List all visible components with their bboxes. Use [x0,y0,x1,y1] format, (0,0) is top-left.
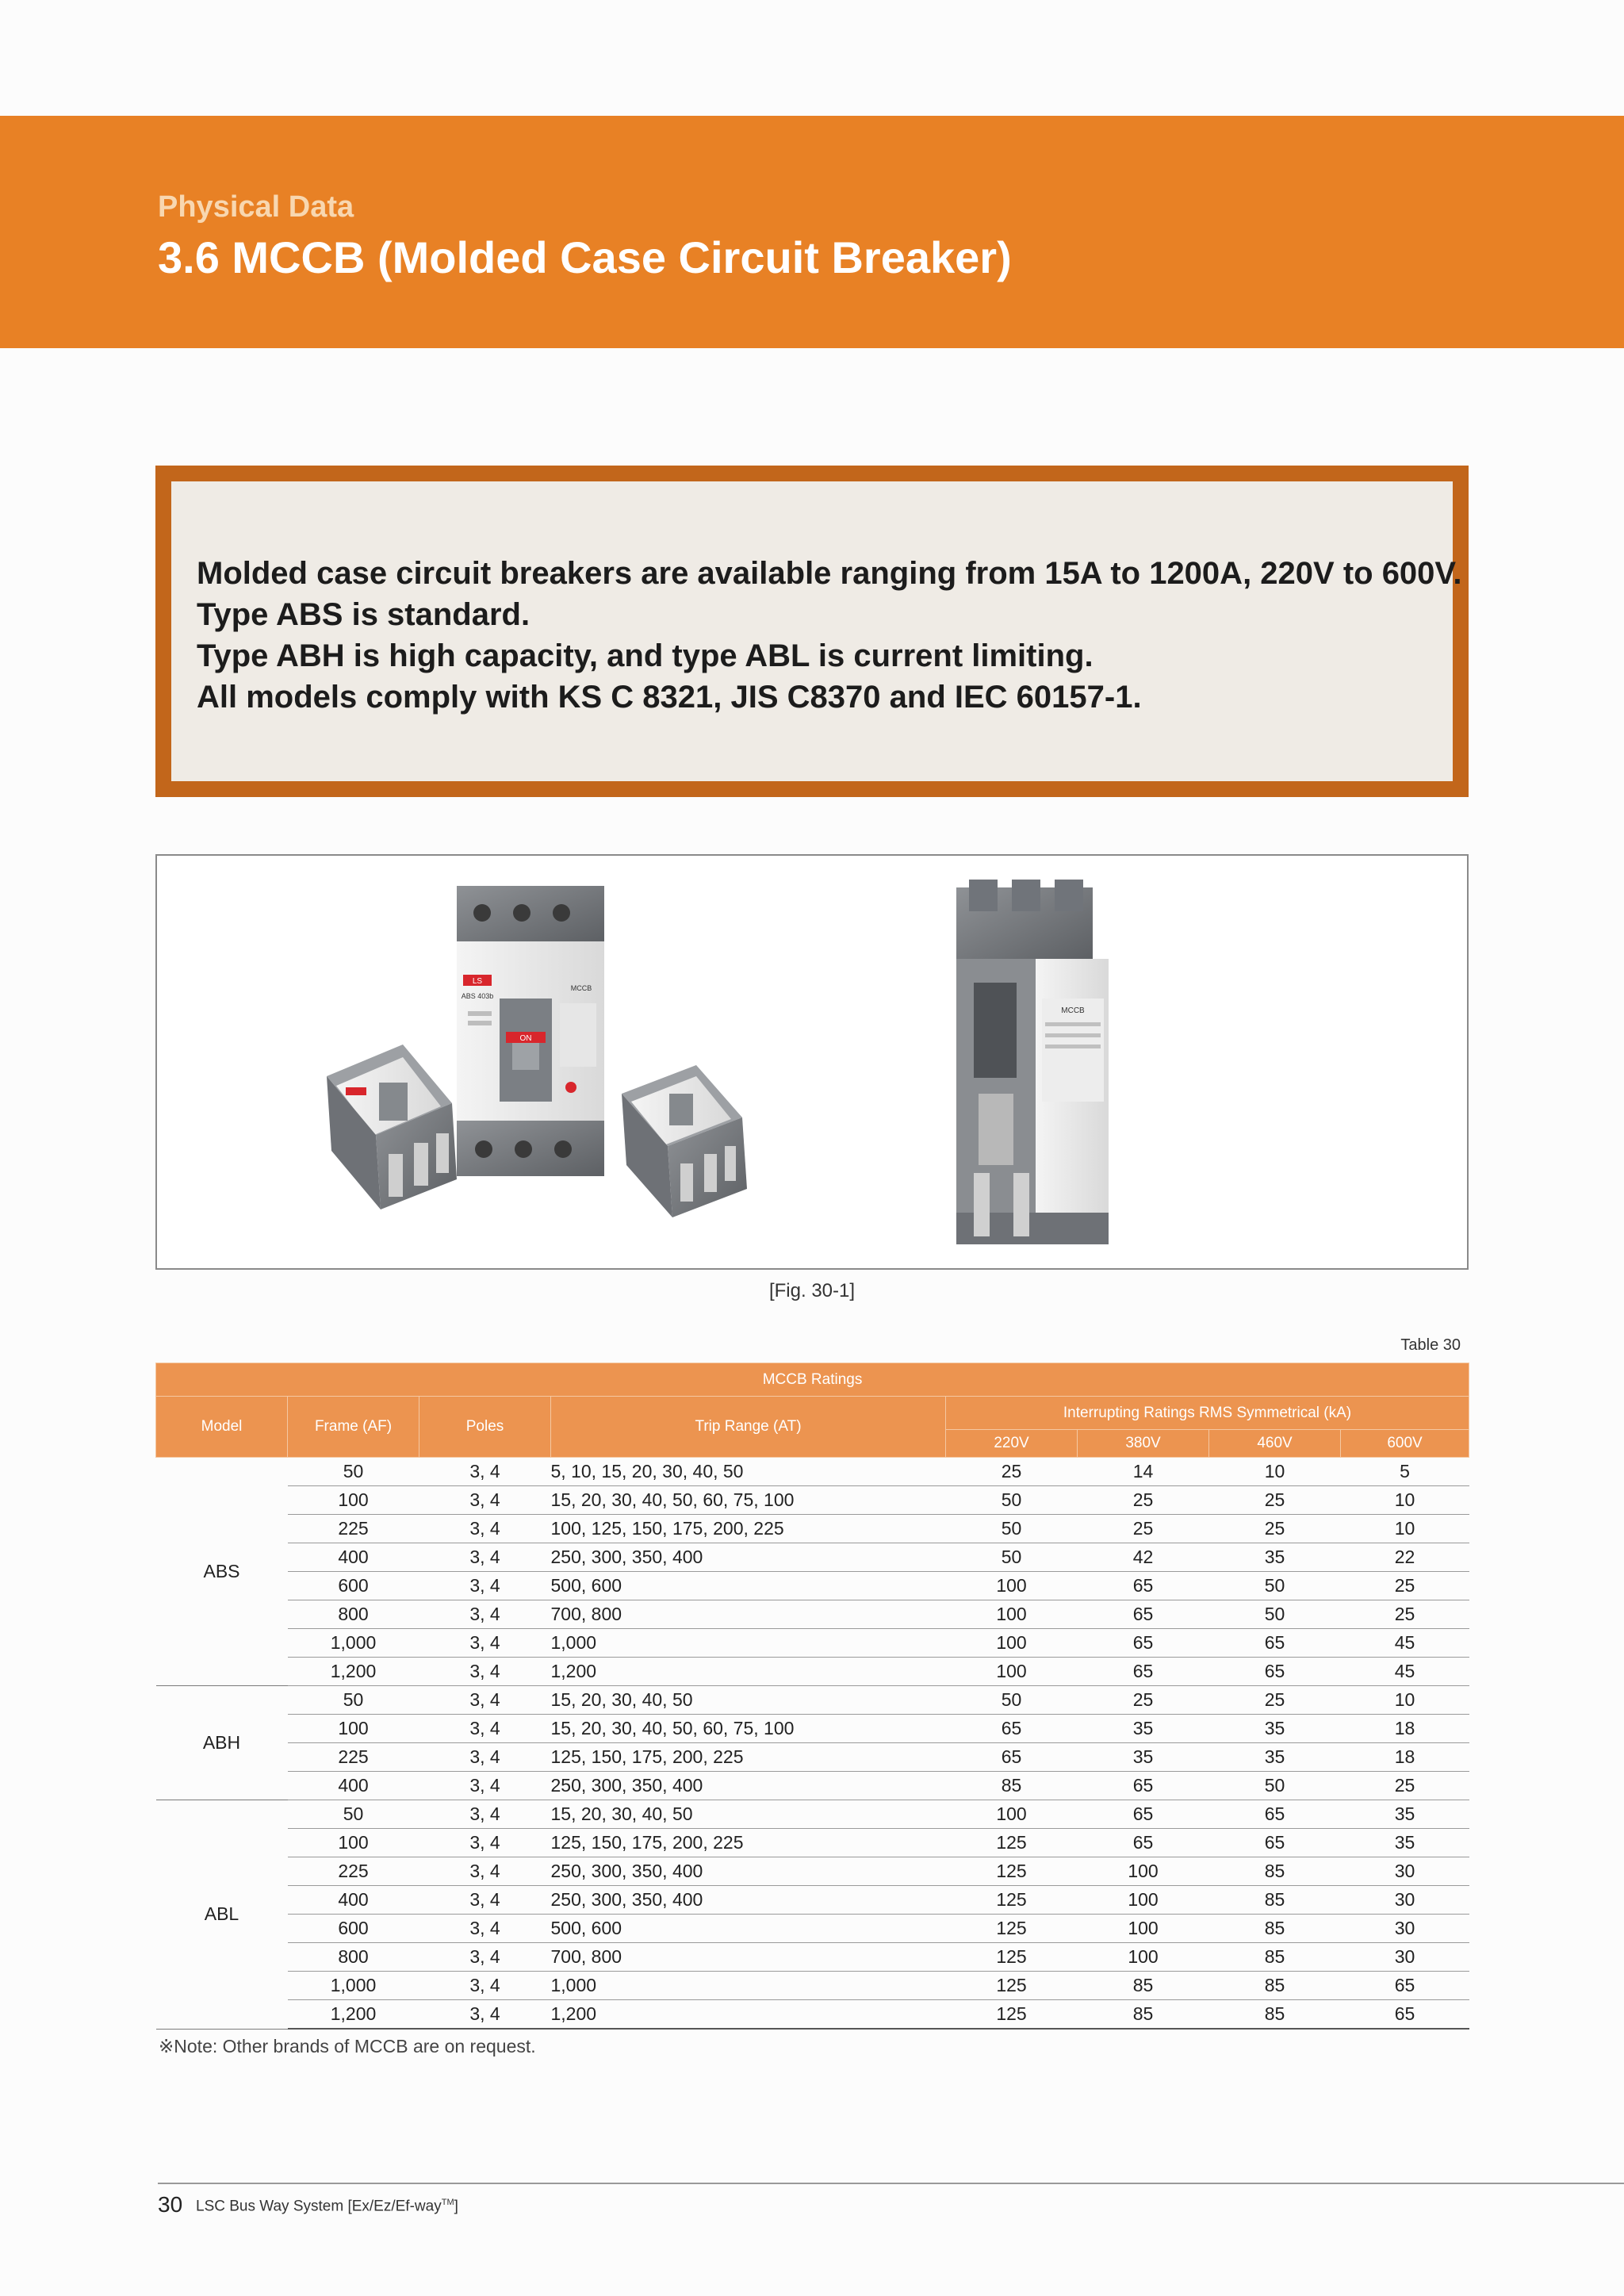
kA-380v-cell: 25 [1078,1515,1209,1543]
frame-cell: 1,000 [288,1972,419,2000]
frame-cell: 225 [288,1857,419,1886]
kA-380v-cell: 42 [1078,1543,1209,1572]
frame-cell: 100 [288,1715,419,1743]
poles-cell: 3, 4 [419,1515,551,1543]
kA-380v-cell: 25 [1078,1686,1209,1715]
kA-220v-cell: 100 [946,1572,1078,1600]
kA-600v-cell: 18 [1341,1715,1469,1743]
table-label: Table 30 [1400,1336,1461,1354]
poles-cell: 3, 4 [419,1857,551,1886]
cutaway-mccb-label: MCCB [1061,1006,1085,1015]
figure-caption: [Fig. 30-1] [768,1280,856,1301]
kA-600v-cell: 25 [1341,1572,1469,1600]
frame-cell: 1,200 [288,1658,419,1686]
table-row [156,1629,1469,1658]
kA-460v-cell: 65 [1209,1658,1341,1686]
kA-600v-cell: 25 [1341,1772,1469,1800]
kA-380v-cell: 85 [1078,2000,1209,2030]
kA-460v-cell: 65 [1209,1629,1341,1658]
breaker-left [327,1045,457,1209]
kA-460v-cell: 25 [1209,1515,1341,1543]
table-row [156,1486,1469,1515]
footer-title-close: ] [454,2198,458,2215]
intro-line-4: All models comply with KS C 8321, JIS C8370 and IEC 60157-1. [197,680,1142,715]
kA-460v-cell: 10 [1209,1458,1341,1486]
breaker-right [622,1065,747,1217]
trip-cell: 1,200 [551,1658,946,1686]
kA-380v-cell: 35 [1078,1715,1209,1743]
kA-380v-cell: 100 [1078,1943,1209,1972]
kA-460v-cell: 65 [1209,1829,1341,1857]
header-poles: Poles [419,1397,551,1458]
table-row [156,1857,1469,1886]
poles-cell: 3, 4 [419,1915,551,1943]
frame-cell: 400 [288,1772,419,1800]
mccb-product-illustration [157,856,1467,1268]
kA-460v-cell: 85 [1209,1886,1341,1915]
kA-220v-cell: 125 [946,2000,1078,2030]
intro-box [155,466,1469,797]
section-label: Physical Data [158,190,354,224]
kA-460v-cell: 65 [1209,1800,1341,1829]
mccb-ratings-table [155,1363,1469,2030]
kA-380v-cell: 65 [1078,1629,1209,1658]
table-row [156,1600,1469,1629]
intro-line-2: Type ABS is standard. [197,597,530,632]
kA-600v-cell: 10 [1341,1515,1469,1543]
table-row [156,1572,1469,1600]
table-row [156,1543,1469,1572]
table-row [156,1886,1469,1915]
table-row [156,1715,1469,1743]
kA-460v-cell: 85 [1209,1857,1341,1886]
frame-cell: 225 [288,1743,419,1772]
kA-600v-cell: 10 [1341,1686,1469,1715]
frame-cell: 600 [288,1915,419,1943]
kA-460v-cell: 50 [1209,1772,1341,1800]
header-trip-range: Trip Range (AT) [551,1397,946,1458]
model-label: ABS 403b [461,992,494,1000]
header-frame: Frame (AF) [288,1397,419,1458]
kA-380v-cell: 65 [1078,1658,1209,1686]
kA-220v-cell: 125 [946,1886,1078,1915]
poles-cell: 3, 4 [419,1543,551,1572]
kA-220v-cell: 85 [946,1772,1078,1800]
kA-600v-cell: 30 [1341,1915,1469,1943]
trip-cell: 500, 600 [551,1915,946,1943]
kA-600v-cell: 10 [1341,1486,1469,1515]
footer-title [196,2198,458,2215]
header-600v: 600V [1341,1430,1469,1458]
frame-cell: 50 [288,1686,419,1715]
intro-line-1: Molded case circuit breakers are available ranging from 15A to 1200A, 220V to 600V. [197,556,1462,591]
on-indicator: ON [519,1034,532,1043]
kA-220v-cell: 50 [946,1686,1078,1715]
kA-600v-cell: 30 [1341,1943,1469,1972]
frame-cell: 400 [288,1886,419,1915]
kA-460v-cell: 85 [1209,1943,1341,1972]
trip-cell: 1,000 [551,1972,946,2000]
table-note: ※Note: Other brands of MCCB are on request. [159,2036,536,2056]
kA-220v-cell: 125 [946,1829,1078,1857]
trip-cell: 15, 20, 30, 40, 50, 60, 75, 100 [551,1486,946,1515]
kA-220v-cell: 100 [946,1600,1078,1629]
kA-600v-cell: 5 [1341,1458,1469,1486]
brand-logo: LS [472,977,483,986]
frame-cell: 800 [288,1600,419,1629]
kA-460v-cell: 25 [1209,1686,1341,1715]
kA-460v-cell: 35 [1209,1715,1341,1743]
trip-cell: 100, 125, 150, 175, 200, 225 [551,1515,946,1543]
kA-460v-cell: 50 [1209,1572,1341,1600]
kA-220v-cell: 125 [946,1972,1078,2000]
frame-cell: 1,200 [288,2000,419,2030]
poles-cell: 3, 4 [419,1629,551,1658]
header-460v: 460V [1209,1430,1341,1458]
trip-cell: 700, 800 [551,1943,946,1972]
frame-cell: 800 [288,1943,419,1972]
poles-cell: 3, 4 [419,2000,551,2030]
product-figure [155,854,1469,1270]
poles-cell: 3, 4 [419,1686,551,1715]
frame-cell: 600 [288,1572,419,1600]
kA-380v-cell: 65 [1078,1772,1209,1800]
table-row [156,1829,1469,1857]
poles-cell: 3, 4 [419,1658,551,1686]
kA-220v-cell: 65 [946,1743,1078,1772]
kA-220v-cell: 50 [946,1543,1078,1572]
table-row [156,1972,1469,2000]
kA-220v-cell: 50 [946,1515,1078,1543]
kA-220v-cell: 100 [946,1800,1078,1829]
kA-460v-cell: 50 [1209,1600,1341,1629]
kA-380v-cell: 25 [1078,1486,1209,1515]
trip-cell: 250, 300, 350, 400 [551,1772,946,1800]
kA-380v-cell: 14 [1078,1458,1209,1486]
table-row [156,1458,1469,1486]
kA-600v-cell: 45 [1341,1629,1469,1658]
kA-380v-cell: 100 [1078,1886,1209,1915]
header-model: Model [156,1397,288,1458]
poles-cell: 3, 4 [419,1772,551,1800]
trip-cell: 15, 20, 30, 40, 50 [551,1800,946,1829]
kA-600v-cell: 25 [1341,1600,1469,1629]
frame-cell: 400 [288,1543,419,1572]
poles-cell: 3, 4 [419,1886,551,1915]
intro-text-panel [171,481,1462,781]
trip-cell: 125, 150, 175, 200, 225 [551,1829,946,1857]
kA-220v-cell: 65 [946,1715,1078,1743]
kA-220v-cell: 100 [946,1658,1078,1686]
table-row [156,1800,1469,1829]
kA-600v-cell: 35 [1341,1829,1469,1857]
kA-460v-cell: 85 [1209,2000,1341,2030]
table-title: MCCB Ratings [156,1363,1469,1397]
intro-line-3: Type ABH is high capacity, and type ABL is current limiting. [197,638,1094,673]
trip-cell: 15, 20, 30, 40, 50 [551,1686,946,1715]
trip-cell: 250, 300, 350, 400 [551,1543,946,1572]
poles-cell: 3, 4 [419,1600,551,1629]
kA-460v-cell: 35 [1209,1743,1341,1772]
poles-cell: 3, 4 [419,1743,551,1772]
kA-380v-cell: 100 [1078,1857,1209,1886]
header-380v: 380V [1078,1430,1209,1458]
kA-380v-cell: 100 [1078,1915,1209,1943]
frame-cell: 100 [288,1829,419,1857]
kA-380v-cell: 65 [1078,1572,1209,1600]
trip-cell: 250, 300, 350, 400 [551,1886,946,1915]
model-cell: ABL [156,1800,288,2030]
kA-600v-cell: 22 [1341,1543,1469,1572]
frame-cell: 50 [288,1800,419,1829]
kA-380v-cell: 65 [1078,1800,1209,1829]
page-title: 3.6 MCCB (Molded Case Circuit Breaker) [158,232,1012,282]
kA-600v-cell: 65 [1341,2000,1469,2030]
kA-380v-cell: 65 [1078,1600,1209,1629]
kA-460v-cell: 85 [1209,1915,1341,1943]
table-row [156,2000,1469,2030]
poles-cell: 3, 4 [419,1972,551,2000]
page-number: 30 [158,2192,183,2217]
kA-380v-cell: 85 [1078,1972,1209,2000]
table-row [156,1515,1469,1543]
trip-cell: 5, 10, 15, 20, 30, 40, 50 [551,1458,946,1486]
kA-220v-cell: 100 [946,1629,1078,1658]
poles-cell: 3, 4 [419,1715,551,1743]
kA-600v-cell: 35 [1341,1800,1469,1829]
kA-600v-cell: 30 [1341,1886,1469,1915]
trademark-mark: TM [441,2198,454,2207]
kA-600v-cell: 45 [1341,1658,1469,1686]
model-cell: ABS [156,1458,288,1686]
header-interrupting: Interrupting Ratings RMS Symmetrical (kA) [946,1397,1469,1430]
frame-cell: 100 [288,1486,419,1515]
table-row [156,1943,1469,1972]
poles-cell: 3, 4 [419,1572,551,1600]
model-cell: ABH [156,1686,288,1800]
table-row [156,1686,1469,1715]
trip-cell: 1,200 [551,2000,946,2030]
kA-220v-cell: 125 [946,1943,1078,1972]
footer-divider [158,2183,1624,2184]
header-220v: 220V [946,1430,1078,1458]
kA-600v-cell: 18 [1341,1743,1469,1772]
trip-cell: 1,000 [551,1629,946,1658]
frame-cell: 225 [288,1515,419,1543]
frame-cell: 1,000 [288,1629,419,1658]
kA-380v-cell: 65 [1078,1829,1209,1857]
poles-cell: 3, 4 [419,1458,551,1486]
poles-cell: 3, 4 [419,1943,551,1972]
kA-220v-cell: 125 [946,1915,1078,1943]
kA-460v-cell: 35 [1209,1543,1341,1572]
kA-220v-cell: 25 [946,1458,1078,1486]
kA-220v-cell: 125 [946,1857,1078,1886]
frame-cell: 50 [288,1458,419,1486]
table-row [156,1772,1469,1800]
trip-cell: 125, 150, 175, 200, 225 [551,1743,946,1772]
kA-380v-cell: 35 [1078,1743,1209,1772]
trip-cell: 15, 20, 30, 40, 50, 60, 75, 100 [551,1715,946,1743]
poles-cell: 3, 4 [419,1829,551,1857]
trip-cell: 250, 300, 350, 400 [551,1857,946,1886]
breaker-cutaway [956,880,1109,1244]
mccb-label: MCCB [570,984,592,992]
table-row [156,1658,1469,1686]
table-row [156,1743,1469,1772]
footer-title-text: LSC Bus Way System [Ex/Ez/Ef-way [196,2198,442,2215]
poles-cell: 3, 4 [419,1486,551,1515]
kA-460v-cell: 85 [1209,1972,1341,2000]
poles-cell: 3, 4 [419,1800,551,1829]
trip-cell: 700, 800 [551,1600,946,1629]
kA-460v-cell: 25 [1209,1486,1341,1515]
kA-220v-cell: 50 [946,1486,1078,1515]
kA-600v-cell: 65 [1341,1972,1469,2000]
kA-600v-cell: 30 [1341,1857,1469,1886]
trip-cell: 500, 600 [551,1572,946,1600]
table-row [156,1915,1469,1943]
breaker-center [457,886,604,1176]
